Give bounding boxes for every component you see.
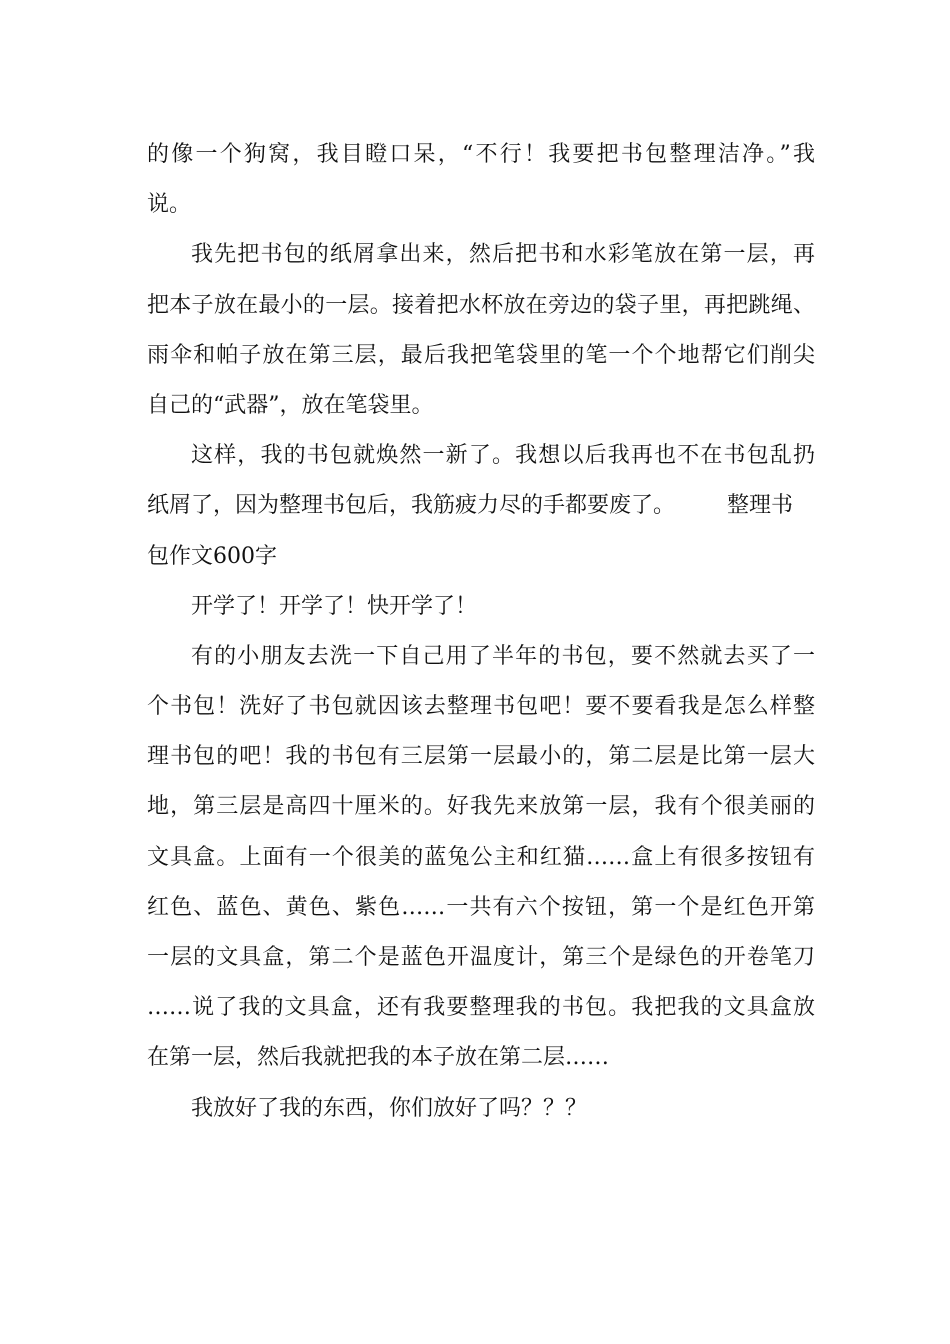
paragraph-first-line: 开学了！开学了！快开学了！	[191, 593, 478, 619]
text-line: 红色、蓝色、黄色、紫色……一共有六个按钮，第一个是红色开第	[147, 894, 815, 920]
text-segment: 纸屑了，因为整理书包后，我筋疲力尽的手都要废了。	[147, 493, 676, 519]
text-line: 在第一层，然后我就把我的本子放在第二层……	[147, 1045, 610, 1071]
paragraph-first-line: 有的小朋友去洗一下自己用了半年的书包，要不然就去买了一	[191, 643, 815, 669]
text-line	[147, 481, 815, 531]
text-line: 自己的“武器”，放在笔袋里。	[147, 392, 434, 418]
text-line: 的像一个狗窝，我目瞪口呆，“不行！我要把书包整理洁净。”我	[147, 142, 815, 167]
text-line: 一层的文具盒，第二个是蓝色开温度计，第三个是绿色的开卷笔刀	[147, 945, 815, 970]
text-line: 说。	[147, 192, 192, 218]
essay-body	[147, 130, 815, 1134]
paragraph-first-line: 这样，我的书包就焕然一新了。我想以后我再也不在书包乱扔	[191, 443, 815, 469]
text-line: 个书包！洗好了书包就因该去整理书包吧！要不要看我是怎么样整	[147, 694, 815, 720]
text-line: 理书包的吧！我的书包有三层第一层最小的，第二层是比第一层大	[147, 744, 815, 770]
paragraph-first-line: 我先把书包的纸屑拿出来，然后把书和水彩笔放在第一层，再	[191, 242, 815, 268]
text-line: 文具盒。上面有一个很美的蓝兔公主和红猫……盒上有很多按钮有	[147, 844, 815, 870]
essay-title-start: 整理书	[727, 493, 794, 519]
text-line: 雨伞和帕子放在第三层，最后我把笔袋里的笔一个个地帮它们削尖	[147, 342, 815, 368]
text-line: 把本子放在最小的一层。接着把水杯放在旁边的袋子里，再把跳绳、	[147, 292, 815, 318]
text-line: 地，第三层是高四十厘米的。好我先来放第一层，我有个很美丽的	[147, 794, 815, 820]
text-line: ……说了我的文具盒，还有我要整理我的书包。我把我的文具盒放	[147, 995, 815, 1021]
essay-title-end: 包作文600字	[147, 543, 277, 569]
paragraph-first-line: 我放好了我的东西，你们放好了吗？？？	[191, 1095, 588, 1121]
